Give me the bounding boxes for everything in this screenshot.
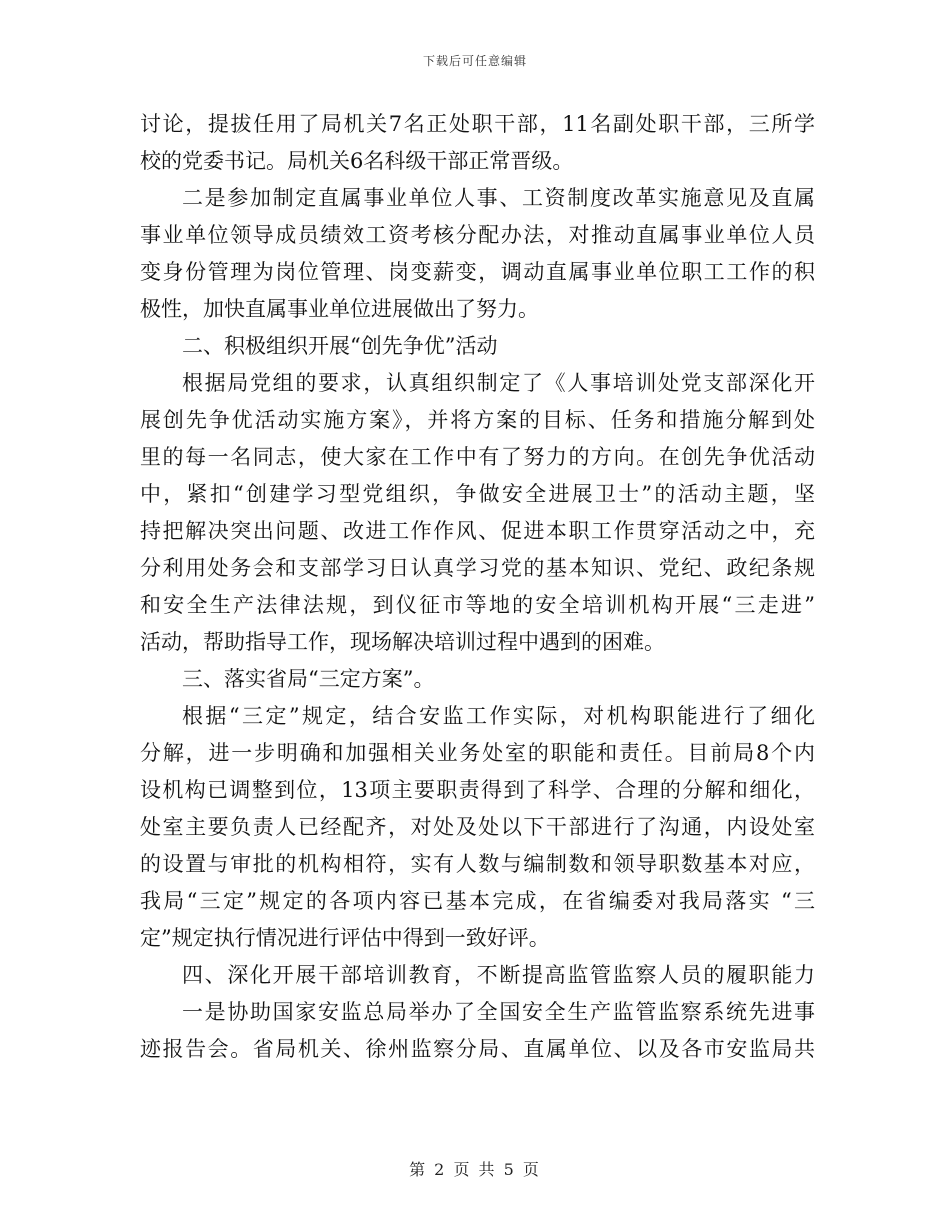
text-line: 分解，进一步明确和加强相关业务处室的职能和责任。目前局8个内 xyxy=(140,741,815,765)
text-line: 二、积极组织开展“创先争优”活动 xyxy=(182,334,498,358)
text-line: 中，紧扣“创建学习型党组织，争做安全进展卫士”的活动主题，坚 xyxy=(140,482,815,506)
text-line: 和安全生产法律法规，到仪征市等地的安全培训机构开展“三走进” xyxy=(140,593,815,617)
text-line: 设机构已调整到位，13项主要职责得到了科学、合理的分解和细化， xyxy=(140,778,815,802)
text-line: 四、深化开展干部培训教育，不断提高监管监察人员的履职能力 xyxy=(182,963,815,987)
text-line: 展创先争优活动实施方案》，并将方案的目标、任务和措施分解到处 xyxy=(140,408,815,432)
text-line: 校的党委书记。局机关6名科级干部正常晋级。 xyxy=(140,149,574,173)
text-line: 持把解决突出问题、改进工作作风、促进本职工作贯穿活动之中，充 xyxy=(140,519,815,543)
text-line: 根据局党组的要求，认真组织制定了《人事培训处党支部深化开 xyxy=(182,371,815,395)
page-footer: 第 2 页 共 5 页 xyxy=(409,1160,541,1179)
text-line: 变身份管理为岗位管理、岗变薪变，调动直属事业单位职工工作的积 xyxy=(140,260,815,284)
text-line: 里的每一名同志，使大家在工作中有了努力的方向。在创先争优活动 xyxy=(140,445,815,469)
text-line: 定”规定执行情况进行评估中得到一致好评。 xyxy=(140,926,550,950)
text-line: 处室主要负责人已经配齐，对处及处以下干部进行了沟通，内设处室 xyxy=(140,815,815,839)
text-line: 的设置与审批的机构相符，实有人数与编制数和领导职数基本对应， xyxy=(140,852,815,876)
text-line: 二是参加制定直属事业单位人事、工资制度改革实施意见及直属 xyxy=(182,186,815,210)
text-line: 极性，加快直属事业单位进展做出了努力。 xyxy=(140,297,539,321)
text-line: 根据“三定”规定，结合安监工作实际，对机构职能进行了细化 xyxy=(182,704,815,728)
text-line: 三、落实省局“三定方案”。 xyxy=(182,667,435,691)
text-line: 讨论，提拔任用了局机关7名正处职干部，11名副处职干部，三所学 xyxy=(140,112,815,136)
text-line: 我局“三定”规定的各项内容已基本完成，在省编委对我局落实 “三 xyxy=(140,889,815,913)
document-body xyxy=(140,106,815,1068)
text-line: 分利用处务会和支部学习日认真学习党的基本知识、党纪、政纪条规 xyxy=(140,556,815,580)
text-line: 一是协助国家安监总局举办了全国安全生产监管监察系统先进事 xyxy=(182,1000,815,1024)
text-line: 迹报告会。省局机关、徐州监察分局、直属单位、以及各市安监局共 xyxy=(140,1037,815,1061)
text-line: 事业单位领导成员绩效工资考核分配办法，对推动直属事业单位人员 xyxy=(140,223,815,247)
page-header: 下载后可任意编辑 xyxy=(422,54,527,68)
text-line: 活动，帮助指导工作，现场解决培训过程中遇到的困难。 xyxy=(140,630,665,654)
